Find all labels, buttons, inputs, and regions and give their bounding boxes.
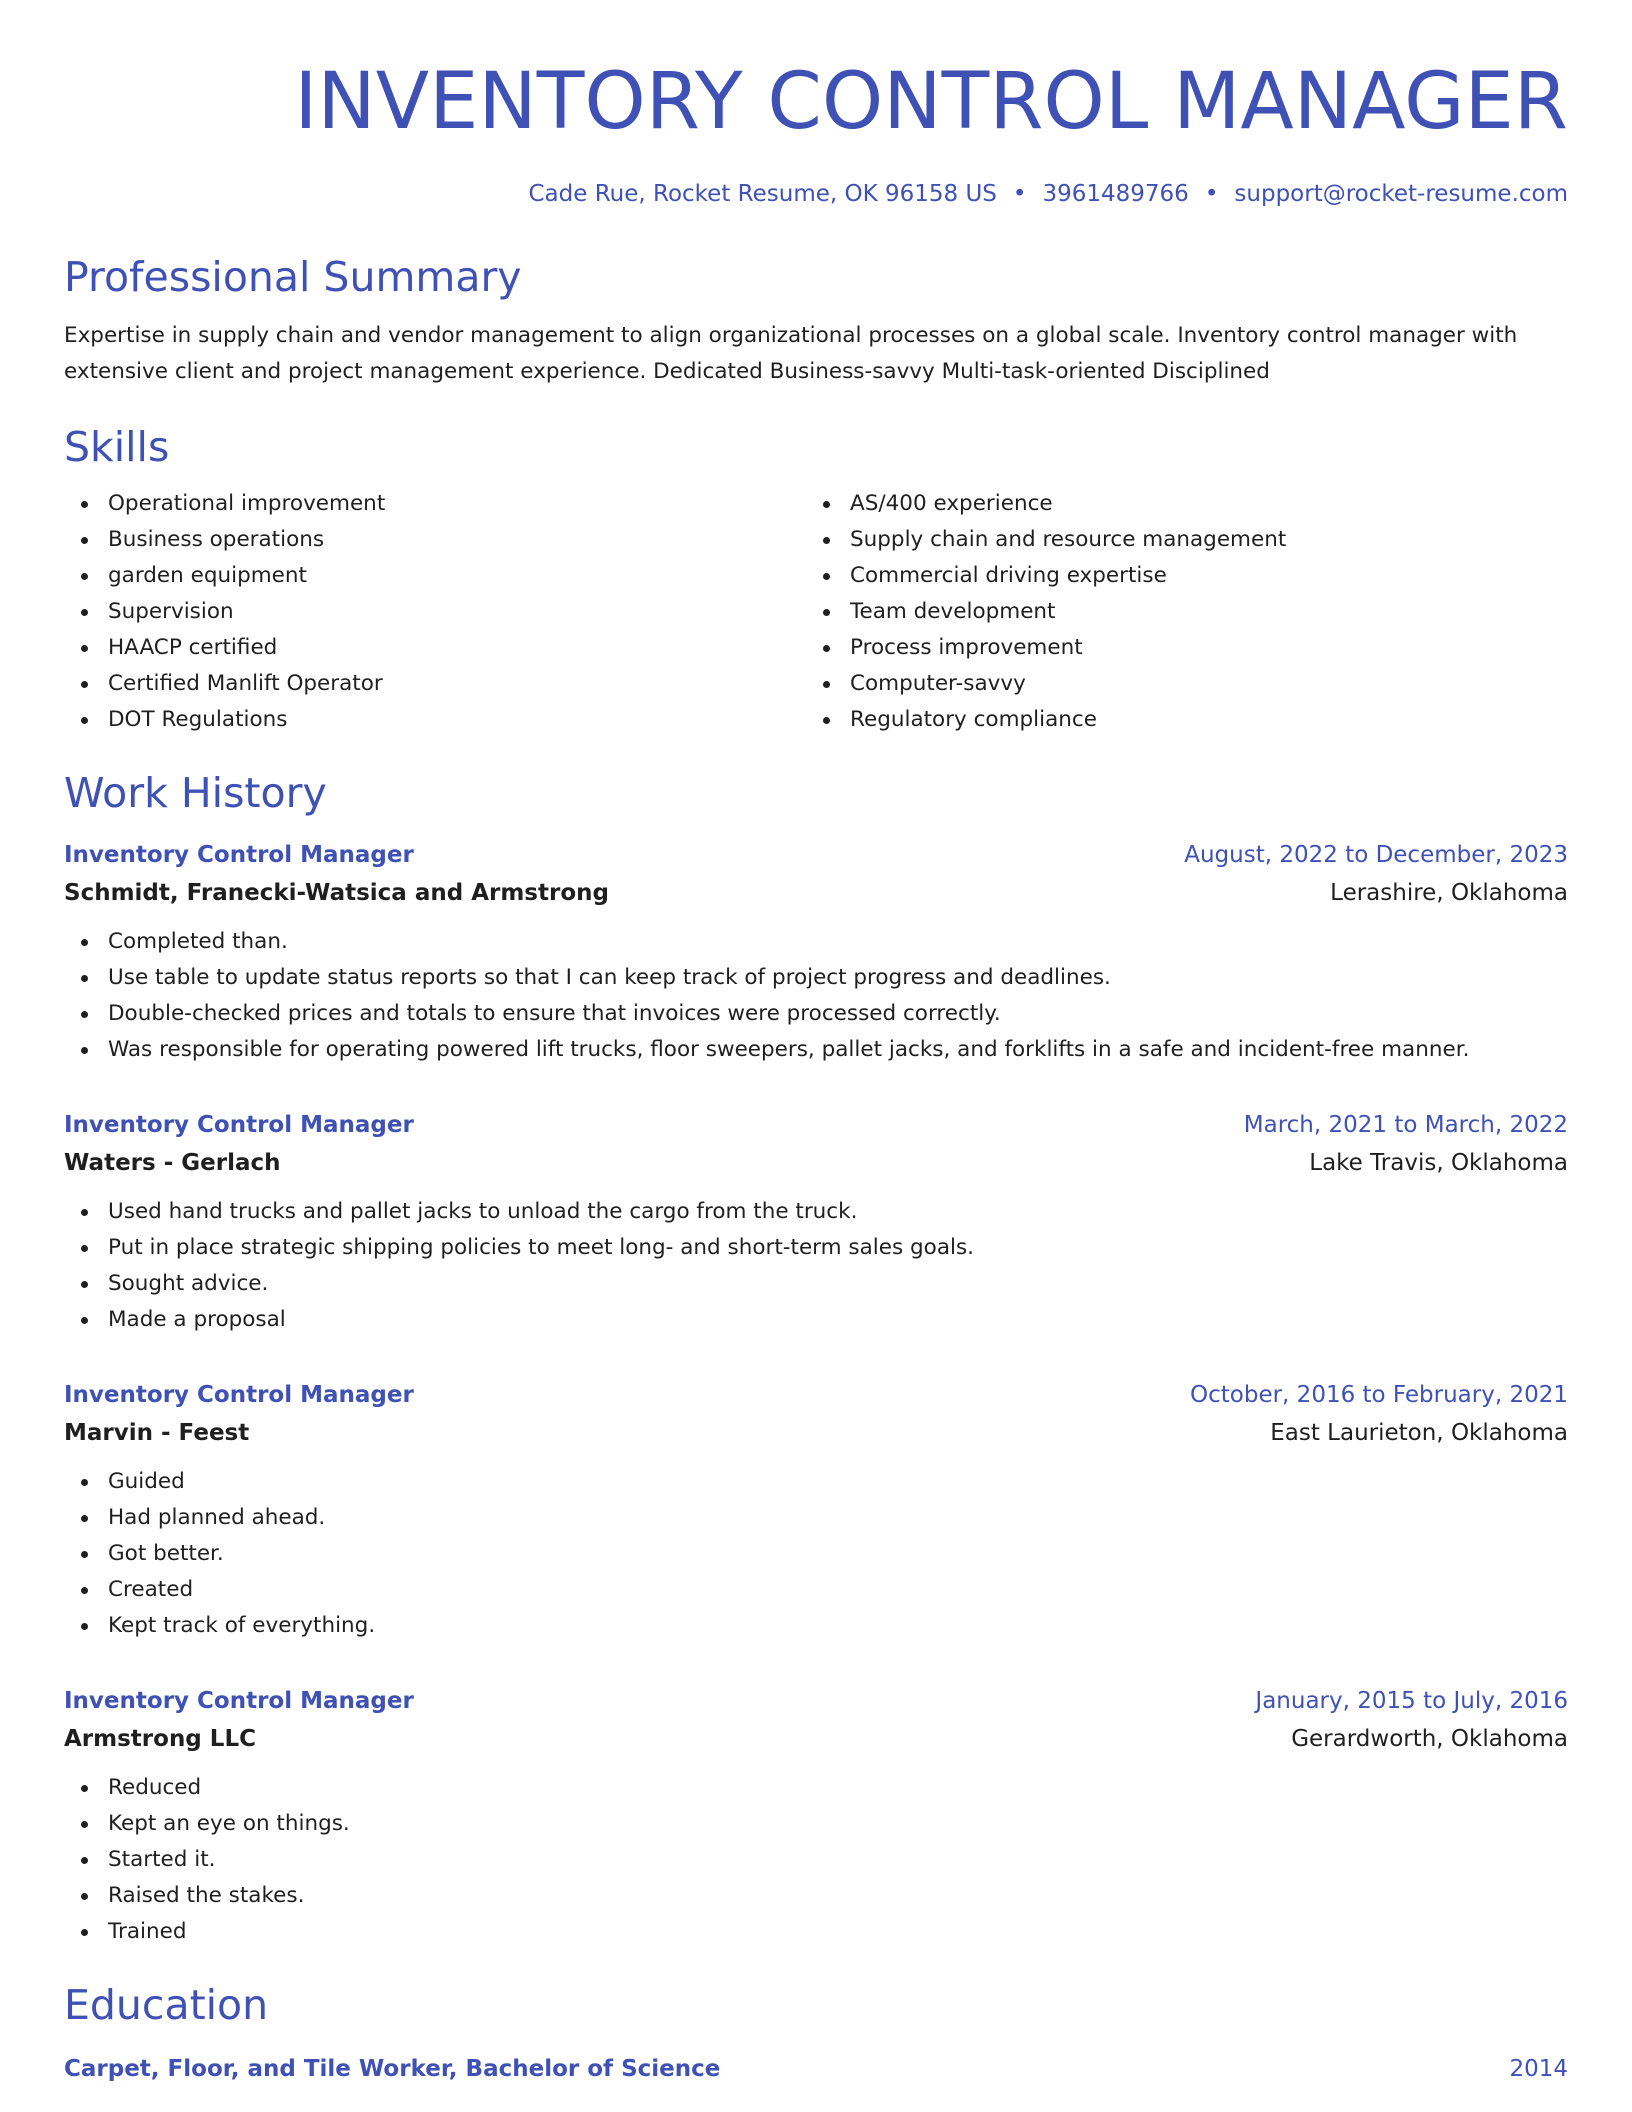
skill-item: Certified Manlift Operator <box>64 666 806 702</box>
job-bullet: Started it. <box>64 1842 1568 1878</box>
skill-item: AS/400 experience <box>806 486 1548 522</box>
job-entry <box>64 1106 1568 1338</box>
contact-phone: 3961489766 <box>1042 181 1189 207</box>
job-bullets <box>64 1770 1568 1950</box>
job-location: Lerashire, Oklahoma <box>1330 880 1568 906</box>
job-bullets <box>64 1464 1568 1644</box>
job-company-row <box>64 1414 1568 1452</box>
resume-page <box>64 0 1568 2088</box>
job-company-row <box>64 1720 1568 1758</box>
skill-item: DOT Regulations <box>64 702 806 738</box>
job-dates: October, 2016 to February, 2021 <box>1190 1382 1568 1408</box>
job-bullet: Kept track of everything. <box>64 1608 1568 1644</box>
job-bullet: Kept an eye on things. <box>64 1806 1568 1842</box>
job-bullet: Double-checked prices and totals to ensure that invoices were processed correctly. <box>64 996 1568 1032</box>
skills-column-right <box>806 486 1548 738</box>
job-bullets <box>64 1194 1568 1338</box>
job-bullet: Made a proposal <box>64 1302 1568 1338</box>
summary-text: Expertise in supply chain and vendor management to align organizational processes on a global scale. Inventory control manager with extensive client and project management experience. Dedicated Business-savvy Multi-task-oriented Disciplined <box>64 323 1518 384</box>
job-company: Waters - Gerlach <box>64 1150 281 1176</box>
skill-item: garden equipment <box>64 558 806 594</box>
skills-heading: Skills <box>64 423 170 471</box>
job-company: Armstrong LLC <box>64 1726 256 1752</box>
resume-name-title: INVENTORY CONTROL MANAGER <box>294 57 1568 147</box>
job-location: Gerardworth, Oklahoma <box>1291 1726 1568 1752</box>
job-bullet: Put in place strategic shipping policies to meet long- and short-term sales goals. <box>64 1230 1568 1266</box>
job-header-row <box>64 1682 1568 1720</box>
job-bullet: Had planned ahead. <box>64 1500 1568 1536</box>
skills-list-left <box>64 486 806 738</box>
job-bullet: Was responsible for operating powered lift trucks, floor sweepers, pallet jacks, and forklifts in a safe and incident-free manner. <box>64 1032 1568 1068</box>
job-bullet: Sought advice. <box>64 1266 1568 1302</box>
job-entry <box>64 836 1568 1068</box>
contact-email: support@rocket-resume.com <box>1234 181 1568 207</box>
job-header-row <box>64 1106 1568 1144</box>
job-bullet: Used hand trucks and pallet jacks to unload the cargo from the truck. <box>64 1194 1568 1230</box>
education-entry <box>64 2050 1568 2088</box>
job-company: Marvin - Feest <box>64 1420 250 1446</box>
skills-grid <box>64 486 1568 738</box>
job-bullet: Got better. <box>64 1536 1568 1572</box>
skill-item: HAACP certified <box>64 630 806 666</box>
job-entry <box>64 1376 1568 1644</box>
job-title: Inventory Control Manager <box>64 1688 414 1714</box>
education-heading: Education <box>64 1981 269 2029</box>
job-bullet: Guided <box>64 1464 1568 1500</box>
skill-item: Operational improvement <box>64 486 806 522</box>
summary-heading: Professional Summary <box>64 253 522 301</box>
job-bullet: Use table to update status reports so that I can keep track of project progress and deadlines. <box>64 960 1568 996</box>
job-bullet: Trained <box>64 1914 1568 1950</box>
job-bullet: Raised the stakes. <box>64 1878 1568 1914</box>
contact-address: Cade Rue, Rocket Resume, OK 96158 US <box>528 181 997 207</box>
job-location: East Laurieton, Oklahoma <box>1270 1420 1568 1446</box>
job-header-row <box>64 836 1568 874</box>
job-dates: August, 2022 to December, 2023 <box>1184 842 1568 868</box>
skill-item: Supervision <box>64 594 806 630</box>
job-location: Lake Travis, Oklahoma <box>1309 1150 1568 1176</box>
education-degree: Carpet, Floor, and Tile Worker, Bachelor of Science <box>64 2056 721 2082</box>
skill-item: Business operations <box>64 522 806 558</box>
job-bullet: Created <box>64 1572 1568 1608</box>
skill-item: Supply chain and resource management <box>806 522 1548 558</box>
job-company-row <box>64 874 1568 912</box>
job-title: Inventory Control Manager <box>64 1382 414 1408</box>
job-company: Schmidt, Franecki-Watsica and Armstrong <box>64 880 609 906</box>
skills-list-right <box>806 486 1548 738</box>
job-title: Inventory Control Manager <box>64 1112 414 1138</box>
education-year: 2014 <box>1509 2056 1568 2082</box>
job-header-row <box>64 1376 1568 1414</box>
contact-line <box>64 178 1568 210</box>
contact-separator: • <box>1204 181 1219 207</box>
job-bullet: Reduced <box>64 1770 1568 1806</box>
skill-item: Team development <box>806 594 1548 630</box>
job-dates: March, 2021 to March, 2022 <box>1243 1112 1568 1138</box>
contact-separator: • <box>1012 181 1027 207</box>
work-history-heading: Work History <box>64 769 327 817</box>
skill-item: Process improvement <box>806 630 1548 666</box>
skill-item: Regulatory compliance <box>806 702 1548 738</box>
job-dates: January, 2015 to July, 2016 <box>1255 1688 1568 1714</box>
job-entry <box>64 1682 1568 1950</box>
job-bullets <box>64 924 1568 1068</box>
job-company-row <box>64 1144 1568 1182</box>
skills-column-left <box>64 486 806 738</box>
skill-item: Commercial driving expertise <box>806 558 1548 594</box>
job-title: Inventory Control Manager <box>64 842 414 868</box>
skill-item: Computer-savvy <box>806 666 1548 702</box>
job-bullet: Completed than. <box>64 924 1568 960</box>
